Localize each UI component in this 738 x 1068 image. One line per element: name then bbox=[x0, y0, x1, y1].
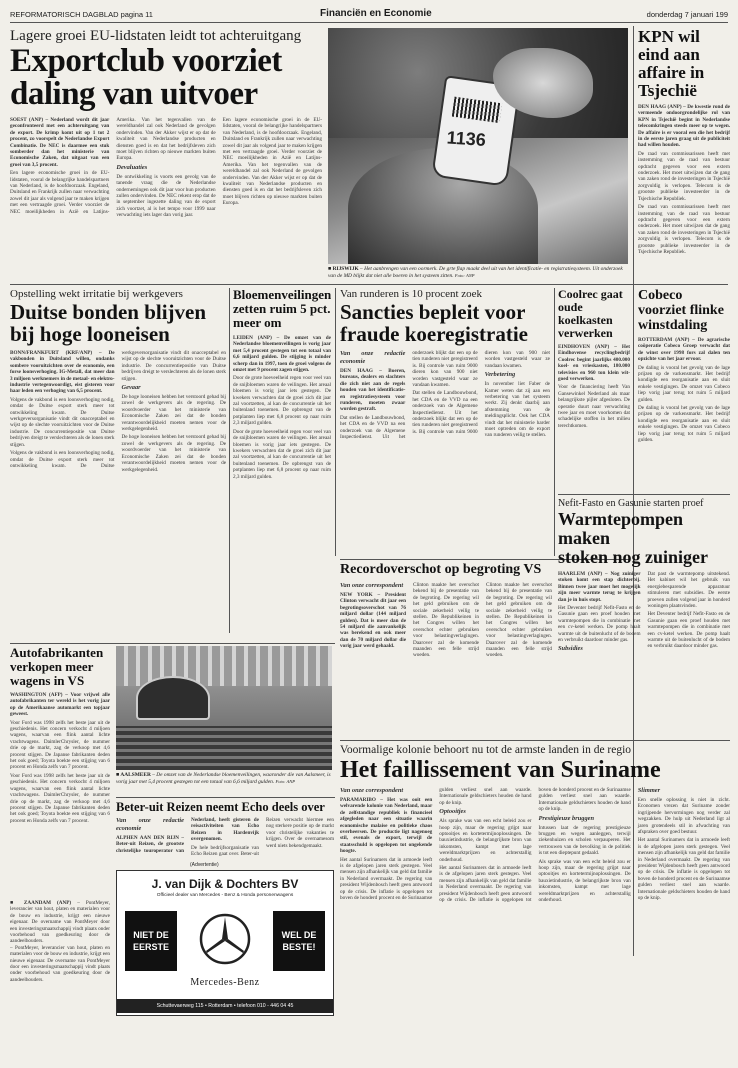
suriname-story bbox=[340, 744, 730, 1016]
zaandam-lead: ZAANDAM (ANP) bbox=[23, 900, 72, 906]
suriname-subhead-2: Prestigieuze bruggen bbox=[538, 814, 595, 822]
warmtepompen-headline-line-1: Warmtepompen maken bbox=[558, 509, 683, 548]
photo-main-caption: ■ RIJSWIJK – Het aanbrengen van een oormerk. De grte flap maakt deel uit van het identificatie- en registratiesysteem. Uit onderzoek van de MD blijkt dat niet alle boeren in het systeem zitten. Foto: ANP bbox=[328, 266, 623, 279]
main-story-headline-line-1: Exportclub voorziet bbox=[10, 43, 282, 79]
suriname-paragraph-3: Het aantal Surinamers dat in armoede leeft is de afgelopen jaren sterk gestegen. Veel mensen zijn afhankelijk van geld dat familie in Nederland overmaakt. De regering van president Wijdenbosch heeft geen antwoord op de crisis. De inflatie is opgelopen tot boven de honderd procent en de Surinaamse gulden verliest snel aan waarde. Internationale geldschieters houden de hand op de knip. bbox=[439, 787, 631, 904]
duitse-story bbox=[10, 288, 226, 640]
page-header bbox=[10, 6, 728, 23]
coolrec-paragraph: Voor de financiering heeft Van Gansewinkel Nederland als maar belangrijkste pijler afgesloten. De operatie duurt naar verwachting twee jaar en moet voorkomen dat schadelijke stoffen in het milieu terechtkomen. bbox=[558, 384, 630, 429]
suriname-byline: Van onze correspondent bbox=[340, 787, 404, 794]
main-story-body bbox=[10, 117, 322, 267]
zaandam-paragraph-2: – PontMeyer, leverancier van hout, platen en materialen voor de bouw en industrie, krijgt een nieuwe eigenaar. De overname van PontMeyer door een investeringsmaatschappij vindt plaats onder voorbehoud van goedkeuring door de aandeelhouders. bbox=[10, 944, 110, 983]
main-story-headline-line-2: daling van uitvoer bbox=[10, 76, 258, 112]
advert-right-badge bbox=[273, 911, 325, 971]
cobeco-paragraph: De daling is vooral het gevolg van de lage prijzen op de varkensmarkt. Het bedrijf kondigde een reorganisatie aan en sluit enkele vestigingen. De omzet van Cobeco liep vorig jaar terug tot ruim 5 miljard gulden. bbox=[638, 364, 730, 403]
bloemen-paragraph-2: Door de grote hoeveelheid regen voor veel van de snijbloemen waren de veilingen. Het areaal bloemen is vorig jaar iets gestegen. De kwekers verwachten dat de groei zich dit jaar zal voortzetten, al kan de concurrentie uit het buitenland toenemen. De opbrengst van de potplanten liep met 6,8 procent op naar ruim 2,3 miljard gulden. bbox=[233, 428, 331, 480]
suriname-paragraph-4: Intussen laat de regering prestigieuze bruggen en wegen aanleggen, terwijl ziekenhuizen en scholen verpauperen. Het vertrouwen van de bevolking in de politiek is tot een dieptepunt gedaald. bbox=[538, 824, 631, 857]
cobeco-lead: ROTTERDAM (ANP) – De agrarische coöperatie Cobeco Groep verwacht dat de winst over 1998 fors zal dalen ten opzichte van het jaar ervoor. bbox=[638, 337, 730, 363]
suriname-subhead-1: Optooitjes bbox=[439, 808, 466, 816]
duitse-paragraph: Volgens de vakbond is een loonsverhoging nodig, omdat de Duitse export sterk meer tot ontwikkeling kwam. De Duitse werkgeversorganisatie vindt dit onacceptabel en wijst op de slechte vooruitzichten voor de Duitse industrie. De concurrentiepositie van Duitse bedrijven dreigt te verslechteren als de lonen sterk stijgen. bbox=[10, 396, 115, 448]
issue-date: donderdag 7 januari 199 bbox=[646, 10, 728, 19]
photo-aalsmeer-flower-auction bbox=[116, 646, 332, 770]
sancties-kicker: Van runderen is 10 procent zoek bbox=[340, 288, 483, 300]
duitse-lead: BONN/FRANKFURT (KRF/ANP) – De vakbonden in Duitsland willen, ondanks sombere vooruitzichten over de economie, een forse loonsverhoging. IG-Metall, dat meer dan 3 miljoen werknemers in de metaal- en elektro-industrie vertegenwoordigt, eist gisteren voor haar leden een verhoging van 6,5 procent. bbox=[10, 350, 115, 395]
duitse-headline-line-1: Duitse bonden blijven bbox=[10, 300, 207, 324]
warmtepompen-story bbox=[558, 498, 730, 738]
recordoverschot-paragraph-2: Clinton maakte het overschot bekend bij de presentatie van de begroting. De regering wil het geld gebruiken om de sociale zekerheid veilig te stellen. De Republikeinen in het Congres willen het overschot echter gebruiken voor belastingverlagingen. Daarover zal de komende maanden een felle strijd woeden. bbox=[486, 582, 552, 659]
mercedes-star-logo bbox=[199, 913, 251, 965]
recordoverschot-paragraph: Clinton maakte het overschot bekend bij de presentatie van de begroting. De regering wil het geld gebruiken om de sociale zekerheid veilig te stellen. De Republikeinen in het Congres willen het overschot echter gebruiken voor belastingverlagingen. Daarover zal de komende maanden een felle strijd woeden. bbox=[413, 582, 479, 659]
auction-hall-ceiling bbox=[116, 646, 332, 686]
section-divider bbox=[10, 284, 728, 285]
section-divider bbox=[116, 797, 335, 798]
advert-left-badge bbox=[125, 911, 177, 971]
kpn-story bbox=[638, 28, 730, 280]
duitse-headline-line-2: bij hoge looneisen bbox=[10, 322, 170, 346]
sancties-paragraph-2: Dat stellen de Landbouwbond, het CDA en de VVD na een onderzoek van de Algemene Inspectiedienst. Uit het onderzoek blijkt dat een op de tien runderen niet geregistreerd is. Bij controle van ruim 9000 dieren kon van 900 niet worden vastgesteld waar ze vandaan kwamen. bbox=[412, 350, 550, 435]
duitse-paragraph-3: De hoge looneisen hebben het verstoord gehad bij zowel de werkgevers als de regering. De woordvoerder van het ministerie van Economische Zaken zei dat de bonden verantwoordelijkheid moeten nemen voor de werkgelegenheid. bbox=[121, 394, 226, 433]
caption-text: – Het aanbrengen van een oormerk. De grte flap maakt deel uit van het identificatie- en registratiesysteem. Uit onderzoek van de MD blijkt dat niet alle boeren in het systeem zitten. bbox=[328, 266, 623, 279]
beter-uit-paragraph: De hele bedrijfsorganisatie van Echo Reizen gaat over. Beter-uit Reizen verwacht hiermee een nog sterkere positie op de markt voor christelijke vakanties te krijgen. Over de overnamesom werd niets bekendgemaakt. bbox=[191, 817, 334, 858]
main-story-paragraph-2: De ontwikkeling is voorts een gevolg van de tanende vraag die de Nederlandse ondernemingen ook dit jaar voor hun producten zullen ondervinden. De NEC rekent erop dat de in september ingezette daling van de export zich voortzet, al is het tempo voor 1999 naar verwachting iets lager dan vorig jaar. bbox=[116, 173, 216, 219]
warmtepompen-paragraph-3: Het Deventer bedrijf Nefit-Fasto en de Gasunie gaan een proef houden met warmtepompen die in combinatie met een cv-ketel werken. De pomp haalt warmte uit de buitenlucht of de bodem en verbruikt daardoor minder gas. bbox=[647, 611, 730, 650]
autofabrikanten-story bbox=[10, 646, 110, 896]
coolrec-lead: EINDHOVEN (ANP) – Het Eindhovense recyclingbedrijf Coolrec begint jaarlijks 400.000 koel- en vrieskasten, 180.000 televisies en 960 ton klein wit-goed verwerken. bbox=[558, 344, 630, 383]
suriname-body bbox=[340, 787, 730, 1011]
advert-left-badge-text: NIET DE EERSTE bbox=[132, 930, 169, 952]
suriname-headline: Het faillissement van Suriname bbox=[340, 757, 661, 783]
recordoverschot-byline: Van onze correspondent bbox=[340, 582, 404, 589]
sancties-lead: DEN HAAG – Boeren, bureaus, dealers en slachters die zich niet aan de regels houden van het identificatie- en registratiesysteem voor runderen, moeten zwaar worden gestraft. bbox=[340, 368, 406, 413]
warmtepompen-paragraph-2: Dat past de warmtepomp uitstekend. Het kabinet wil het gebruik van energiebesparende apparatuur stimuleren met subsidies. De eerste proeven zullen volgend jaar in honderd woningen plaatsvinden. bbox=[647, 571, 730, 610]
suriname-paragraph-5: Als sprake was van een echt beleid zou er hoop zijn, maar de regering grijpt naar optooitjes en kortetermijnoplossingen. De bauxietindustrie, de belangrijkste bron van inkomsten, kampt met lage wereldmarktprijzen en achterstallig onderhoud. bbox=[538, 858, 631, 904]
suriname-paragraph-2: Als sprake was van een echt beleid zou er hoop zijn, maar de regering grijpt naar optooitjes en kortetermijnoplossingen. De bauxietindustrie, de belangrijkste bron van inkomsten, kampt met lage wereldmarktprijzen en achterstallig onderhoud. bbox=[439, 818, 532, 863]
autofabrikanten-headline: Autofabrikanten verkopen meer wagens in VS bbox=[10, 646, 104, 688]
advert-brand-name: Mercedes-Benz bbox=[190, 977, 260, 988]
sancties-subhead: Verbetering bbox=[484, 371, 516, 379]
main-story-lead: SOEST (ANP) – Nederland wordt dit jaar geconfronteerd met een achteruitgang van de export. De krimp komt uit op 1 tot 2 procent, zo voorspelt de Nederlandse Export Combinatie. De NEC is daarmee een stuk somberder dan het ministerie van Economische Zaken, dat uitgaat van een groei van 3,5 procent. bbox=[10, 117, 110, 168]
beter-uit-story bbox=[116, 800, 334, 860]
warmtepompen-lead: HAARLEM (ANP) – Nog zuiniger stoken komt een stap dichterbij. Binnen twee jaar moet het mogelijk zijn meer warmte terug te krijgen dan je in huis stopt. bbox=[558, 571, 641, 603]
duitse-paragraph-2: Volgens de vakbond is een loonsverhoging nodig, omdat de Duitse export sterk meer tot ontwikkeling kwam. De Duitse werkgeversorganisatie vindt dit onacceptabel en wijst op de slechte vooruitzichten voor de Duitse industrie. De concurrentiepositie van Duitse bedrijven dreigt te verslechteren als de lonen sterk stijgen. bbox=[10, 350, 226, 469]
cobeco-headline: Cobeco voorziet flinke winstdaling bbox=[638, 288, 724, 333]
beter-uit-body bbox=[116, 817, 334, 859]
zaandam-paragraph: – PontMeyer, leverancier van hout, platen en materialen voor de bouw en industrie, krijgt een nieuwe eigenaar. De overname van PontMeyer door een investeringsmaatschappij vindt plaats onder voorbehoud van goedkeuring door de aandeelhouders. bbox=[10, 900, 110, 945]
suriname-paragraph: Het aantal Surinamers dat in armoede leeft is de afgelopen jaren sterk gestegen. Veel mensen zijn afhankelijk van geld dat familie in Nederland overmaakt. De regering van president Wijdenbosch heeft geen antwoord op de crisis. De inflatie is opgelopen tot boven de honderd procent en de Surinaamse gulden verliest snel aan waarde. Internationale geldschieters houden de hand op de knip. bbox=[340, 787, 532, 902]
kpn-paragraph: De raad van commissarissen heeft met instemming van de raad van bestuur opdracht gegeven voor een extern onderzoek. Het moet uitwijzen dat de gang van zaken rond de investeringen in Tsjechië zorgvuldig is verlopen. Telecom is de grootste publieke investeerder in de Tsjechische Republiek. bbox=[638, 150, 730, 202]
newspaper-page-label: REFORMATORISCH DAGBLAD pagina 11 bbox=[10, 10, 153, 19]
beter-uit-lead: ALPHEN AAN DEN RIJN – Beter-uit Reizen, de grootste christelijke touroperator van Nederland, heeft gisteren de reisactiviteiten van Echo Reizen in Hardenvijk overgenomen. bbox=[116, 817, 259, 854]
sancties-byline: Van onze redactie economie bbox=[340, 350, 406, 365]
main-story-paragraph-3: Een lagere economische groei in de EU-lidstaten, vooral de belangrijke handelspartners van Nederland, is de hoofdoorzaak. Engeland, Duitsland en Frankrijk zullen naar verwachting zowel dit jaar als volgend jaar te maken krijgen met een vertraagde groei. Verder voorziet de NEC moeilijkheden in Azië en Latijns-Amerika. Van het tegenvallen van de wereldhandel zal ook Nederland de gevolgen ondervinden. Van der Akker wijst er op dat de kwaliteit van Nederlandse producten en diensten goed is en dat het bedrijfsleven zich moet blijven richten op nieuwe markten buiten Europa. bbox=[222, 117, 322, 207]
duitse-paragraph-4: De hoge looneisen hebben het verstoord gehad bij zowel de werkgevers als de regering. De woordvoerder van het ministerie van Economische Zaken zei dat de bonden verantwoordelijkheid moeten nemen voor de werkgelegenheid. bbox=[121, 434, 226, 473]
autofabrikanten-paragraph-2: Voor Ford was 1998 zelfs het beste jaar uit de geschiedenis. Het concern verkocht 4 miljoen wagens, waarvan een flink aantal lichte vrachtwagens. DaimlerChrysler, de nummer drie op de markt, zag de verkoop met 4,6 procent stijgen. De Japanse fabrikanten deden het ook goed; Toyota boekte een stijging van 6 procent en Honda zelfs van 7 procent. bbox=[10, 772, 110, 824]
kpn-lead: DEN HAAG (ANP) – De kwestie rond de vermeende ondoorgrondelijke rol van KPN in Tsjechië begint in Nederlandse telecomkringen steeds meer op te wegen. De affaire is er vooral een die het bedrijf in de eerste jaren graag uit de publiciteit had willen houden. bbox=[638, 104, 730, 149]
advert-company-name: J. van Dijk & Dochters BV bbox=[151, 877, 299, 891]
main-story-kicker: Lagere groei EU-lidstaten leidt tot achteruitgang bbox=[10, 28, 302, 44]
kpn-headline: KPN wil eind aan affaire in Tsjechië bbox=[638, 28, 705, 100]
cobeco-body bbox=[638, 337, 730, 444]
kpn-paragraph-2: De raad van commissarissen heeft met instemming van de raad van bestuur opdracht gegeven voor een extern onderzoek. Het moet uitwijzen dat de gang van zaken rond de investeringen in Tsjechië zorgvuldig is verlopen. Telecom is de grootste publieke investeerder in de Tsjechische Republiek. bbox=[638, 204, 730, 255]
photo-credit: Foto: ANP bbox=[454, 272, 475, 278]
advert-tagline: Officieel dealer van Mercedes - Benz & Honda personenwagens bbox=[156, 893, 294, 898]
advertisement bbox=[116, 870, 334, 1016]
bloemen-paragraph: Door de grote hoeveelheid regen voor veel van de snijbloemen waren de veilingen. Het areaal bloemen is vorig jaar iets gestegen. De kwekers verwachten dat de groei zich dit jaar zal voortzetten, al kan de concurrentie uit het buitenland toenemen. De opbrengst van de potplanten liep met 6,8 procent op naar ruim 2,3 miljard gulden. bbox=[233, 375, 331, 427]
section-divider bbox=[558, 494, 730, 495]
coolrec-story bbox=[558, 288, 630, 488]
advert-right-badge-text: WEL DE BESTE! bbox=[281, 930, 317, 952]
recordoverschot-lead: NEW YORK – President Clinton verwacht dit jaar een begrotingsoverschot van 76 miljard dollar (144 miljard gulden). Dat is meer dan de 54 miljard die aanvankelijk was berekend en ook meer dan de 70 miljard dollar die vorig jaar werd gehaald. bbox=[340, 592, 406, 650]
column-divider bbox=[229, 288, 230, 633]
coolrec-headline: Coolrec gaat oude koelkasten verwerken bbox=[558, 288, 623, 340]
section-divider bbox=[10, 643, 335, 644]
ear-tag-number: 1136 bbox=[446, 127, 487, 151]
bloemen-body bbox=[233, 335, 331, 480]
warmtepompen-kicker: Nefit-Fasto en Gasunie starten proef bbox=[558, 498, 704, 509]
recordoverschot-story bbox=[340, 562, 552, 737]
zaandam-story bbox=[10, 900, 110, 1015]
cobeco-paragraph-2: De daling is vooral het gevolg van de lage prijzen op de varkensmarkt. Het bedrijf kondigde een reorganisatie aan en sluit enkele vestigingen. De omzet van Cobeco liep vorig jaar terug tot ruim 5 miljard gulden. bbox=[638, 405, 730, 444]
sancties-paragraph-3: In november liet Faber de Kamer weten dat zij aan een verbetering van het systeem werkt. Zij denkt daarbij aan afstemming van de meldingsplicht. Ook het CDA vindt dat het ministerie harder moet optreden om de export van runderen veilig te stellen. bbox=[484, 381, 550, 439]
suriname-paragraph-6: Een snelle oplossing is niet in zicht. Economen vrezen dat Suriname zonder ingrijpende hervormingen nog verder zal wegzakken. De hulp uit Nederland ligt al jaren grotendeels stil in afwachting van afspraken over goed bestuur. bbox=[637, 797, 730, 836]
section-title: Financiën en Economie bbox=[320, 8, 432, 19]
main-story-paragraph: Een lagere economische groei in de EU-lidstaten, vooral de belangrijke handelspartners van Nederland, is de hoofdoorzaak. Engeland, Duitsland en Frankrijk zullen naar verwachting zowel dit jaar als volgend jaar te maken krijgen met een vertraagde groei. Verder voorziet de NEC moeilijkheden in Azië en Latijns-Amerika. Van het tegenvallen van de wereldhandel zal ook Nederland de gevolgen ondervinden. Van der Akker wijst er op dat de kwaliteit van Nederlandse producten en diensten goed is en dat het bedrijfsleven zich moet blijven richten op nieuwe markten buiten Europa. bbox=[10, 117, 216, 215]
main-story-subhead: Devaluaties bbox=[116, 163, 148, 171]
column-divider bbox=[554, 288, 555, 556]
photo-credit: Foto: ANP bbox=[275, 778, 296, 784]
sancties-paragraph: Dat stellen de Landbouwbond, het CDA en de VVD na een onderzoek van de Algemene Inspectiedienst. Uit het onderzoek blijkt dat een op de tien runderen niet geregistreerd is. Bij controle van ruim 9000 dieren kon van 900 niet worden vastgesteld waar ze vandaan kwamen. bbox=[340, 350, 478, 441]
duitse-body bbox=[10, 350, 226, 636]
main-story bbox=[10, 28, 322, 278]
warmtepompen-body bbox=[558, 571, 730, 738]
sancties-body bbox=[340, 350, 550, 552]
column-divider bbox=[335, 288, 336, 556]
warmtepompen-paragraph: Het Deventer bedrijf Nefit-Fasto en de Gasunie gaan een proef houden met warmtepompen die in combinatie met een cv-ketel werken. De pomp haalt warmte uit de buitenlucht of de bodem en verbruikt daardoor minder gas. bbox=[558, 605, 641, 644]
section-divider bbox=[340, 740, 730, 741]
caption-location: AALSMEER bbox=[120, 772, 151, 778]
beter-uit-byline: Van onze redactie economie bbox=[116, 817, 184, 832]
autofabrikanten-paragraph: Voor Ford was 1998 zelfs het beste jaar uit de geschiedenis. Het concern verkocht 4 miljoen wagens, waarvan een flink aantal lichte vrachtwagens. DaimlerChrysler, de nummer drie op de markt, zag de verkoop met 4,6 procent stijgen. De Japanse fabrikanten deden het ook goed; Toyota boekte een stijging van 6 procent en Honda zelfs van 7 procent. bbox=[10, 719, 110, 771]
photo-aalsmeer-caption: ■ AALSMEER – De omzet van de Nederlandse bloemenveilingen, waaronder die van Aalsmeer, is vorig jaar met 5,4 procent gestegen tot een totaal van 6,6 miljard gulden. Foto: ANP bbox=[116, 772, 331, 785]
duitse-kicker: Opstelling wekt irritatie bij werkgevers bbox=[10, 288, 183, 300]
warmtepompen-subhead: Subsidies bbox=[558, 645, 583, 653]
zaandam-body: ■ ZAANDAM (ANP) – PontMeyer, leverancier van hout, platen en materialen voor de bouw en industrie, krijgt een nieuwe eigenaar. De overname van PontMeyer door een investeringsmaatschappij vindt plaats onder voorbehoud van goedkeuring door de aandeelhouders. – PontMeyer, leverancier van hout, platen en materialen voor de bouw en industrie, krijgt een nieuwe eigenaar. De overname van PontMeyer door een investeringsmaatschappij vindt plaats onder voorbehoud van goedkeuring door de aandeelhouders. bbox=[10, 900, 110, 983]
autofabrikanten-lead: WASHINGTON (AFP) – Voor vrijwel alle autofabrikanten ter wereld is het vorig jaar op de Amerikaanse automarkt een topjaar geweest. bbox=[10, 692, 110, 718]
autofabrikanten-body bbox=[10, 692, 110, 824]
bloemen-headline: Bloemenveilingen zetten ruim 5 pct. meer om bbox=[233, 288, 331, 330]
sancties-story bbox=[340, 288, 550, 556]
auction-seating-rows bbox=[116, 726, 332, 770]
suriname-paragraph-7: Het aantal Surinamers dat in armoede leeft is de afgelopen jaren sterk gestegen. Veel mensen zijn afhankelijk van geld dat familie in Nederland overmaakt. De regering van president Wijdenbosch heeft geen antwoord op de crisis. De inflatie is opgelopen tot boven de honderd procent en de Surinaamse gulden verliest snel aan waarde. Internationale geldschieters houden de hand op de knip. bbox=[637, 837, 730, 902]
recordoverschot-headline: Recordoverschot op begroting VS bbox=[340, 562, 542, 577]
suriname-kicker: Voormalige kolonie behoort nu tot de armste landen in de regio bbox=[340, 744, 632, 756]
recordoverschot-body bbox=[340, 582, 552, 732]
suriname-subhead-3: Slimmer bbox=[637, 787, 661, 794]
caption-location: RIJSWIJK bbox=[332, 266, 359, 272]
bloemen-story bbox=[233, 288, 331, 630]
warmtepompen-headline-line-2: stoken nog zuiniger bbox=[558, 547, 709, 567]
suriname-lead: PARAMARIBO – Het was ooit een welvarende kolonie van Nederland, maar de zelfstandige republiek is financieel afgegleden naar een situatie waarin economische malaise en politieke chaos overheersen. De productie ligt nagenoeg stil, evenals de export, terwijl de staatsschuld is opgelopen tot ongekende hoogte. bbox=[340, 797, 433, 855]
duitse-subhead: Gevaar bbox=[121, 384, 141, 392]
sancties-headline-line-1: Sancties bepleit voor bbox=[340, 300, 526, 324]
beter-uit-headline: Beter-uit Reizen neemt Echo deels over bbox=[116, 800, 325, 814]
bloemen-lead: LEIDEN (ANP) – De omzet van de Nederlandse bloemenveilingen is vorig jaar met 5,4 procent gestegen tot een totaal van 6,6 miljard gulden. De stijging is minder scherp dan in 1997, toen de groei volgens de omzet met 9 procent zagen stijgen. bbox=[233, 335, 331, 374]
coolrec-body bbox=[558, 344, 630, 429]
photo-cow-ear-tag bbox=[328, 28, 628, 264]
advert-address: Schuttevaerweg 115 • Rotterdam • telefoon 010 - 446 04 45 bbox=[117, 999, 333, 1013]
ear-tag-barcode bbox=[452, 97, 502, 123]
caption-text: – De omzet van de Nederlandse bloemenveilingen, waaronder die van Aalsmeer, is vorig jaar met 5,4 procent gestegen tot een totaal van 6,6 miljard gulden. bbox=[116, 772, 331, 785]
sancties-headline-line-2: fraude koeregistratie bbox=[340, 322, 528, 346]
kpn-body bbox=[638, 104, 730, 255]
advert-label: (Advertentie) bbox=[190, 862, 219, 868]
auction-clock-board bbox=[136, 676, 210, 720]
